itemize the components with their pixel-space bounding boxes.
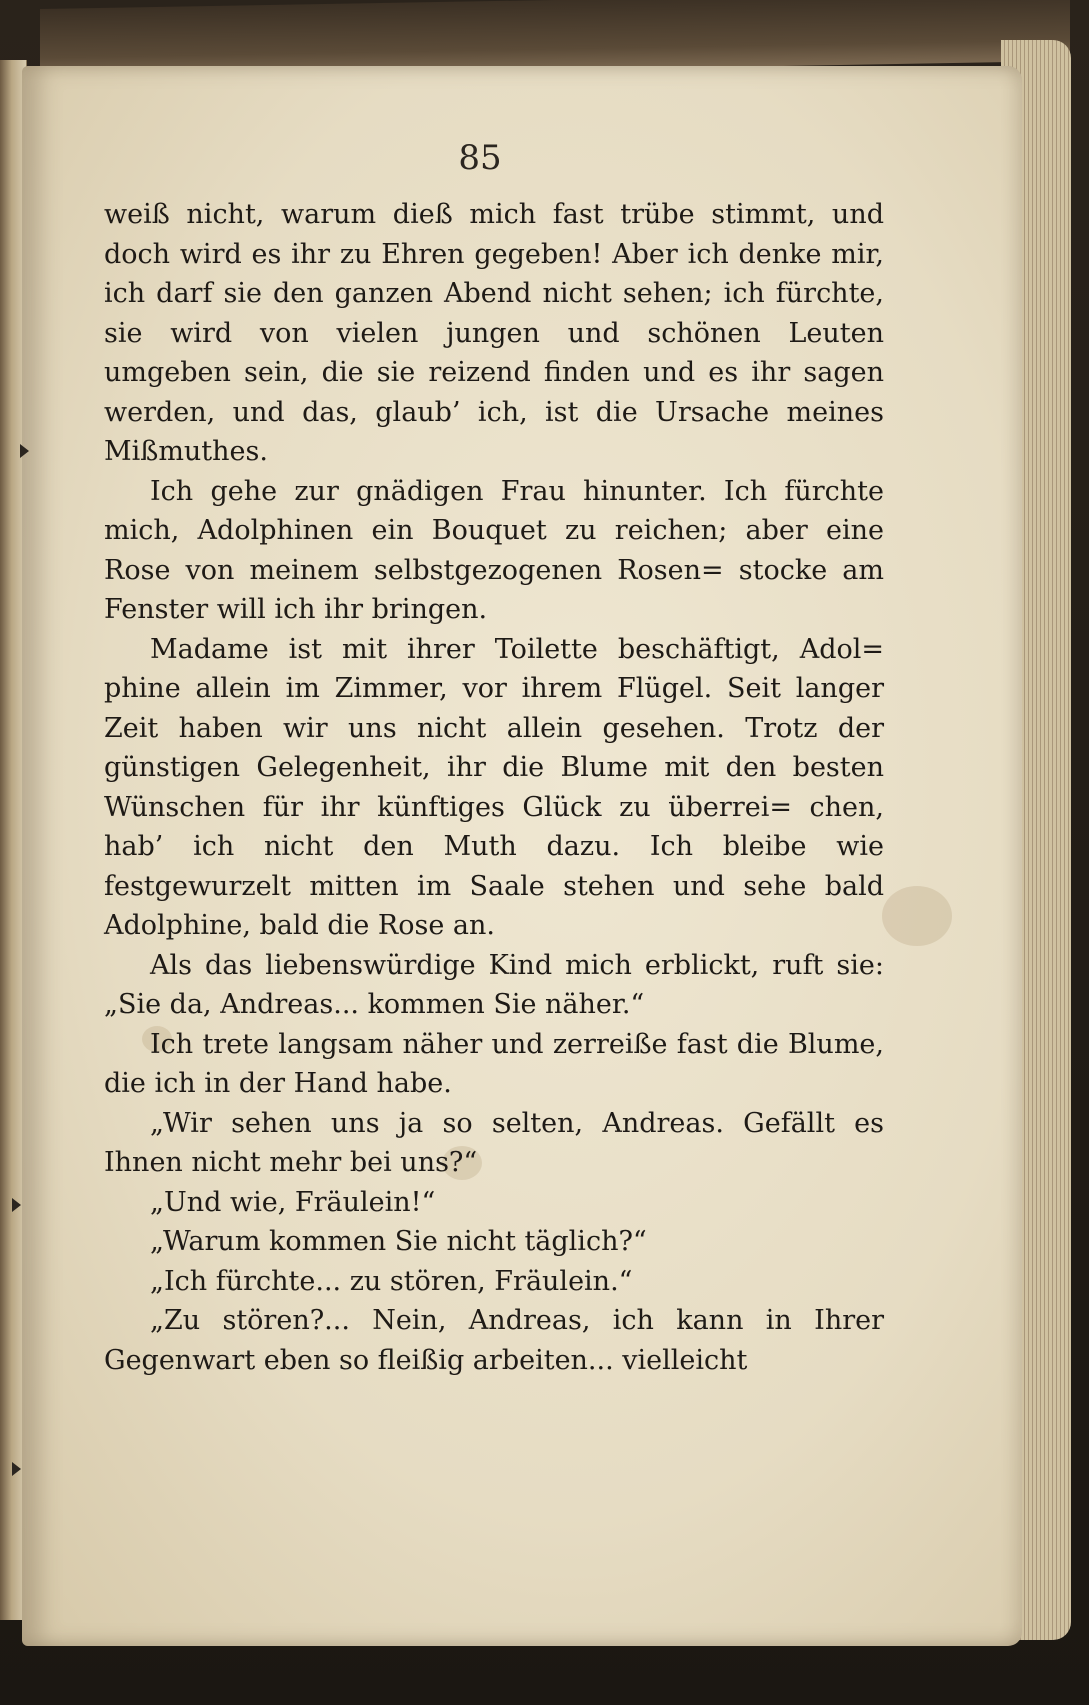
paragraph: „Wir sehen uns ja so selten, Andreas. Gefällt es Ihnen nicht mehr bei uns?“ [104,1107,884,1178]
page-text [104,195,884,1380]
paragraph: „Zu stören?... Nein, Andreas, ich kann in Ihrer Gegenwart eben so fleißig arbeiten... vielleicht [104,1305,884,1376]
paragraph: Ich trete langsam näher und zerreiße fast die Blume, die ich in der Hand habe. [104,1028,884,1099]
paragraph: „Warum kommen Sie nicht täglich?“ [150,1226,647,1257]
margin-mark [12,1462,21,1476]
margin-mark [12,1198,21,1212]
page-number: 85 [458,138,502,178]
paragraph: „Und wie, Fräulein!“ [150,1186,436,1218]
paragraph: Madame ist mit ihrer Toilette beschäftigt, Adol= phine allein im Zimmer, vor ihrem Flügel. Seit langer Zeit haben wir uns nicht allein gesehen. Trotz der günstigen Gelegenheit, ihr die Blume mit den besten Wünschen für ihr künftiges Glück zu überrei= chen, hab’ ich nicht den Muth dazu. Ich bleibe wie festgewurzelt mitten im Saale stehen und sehe bald Adolphine, bald die Rose an. [104,633,884,941]
paragraph: weiß nicht, warum dieß mich fast trübe stimmt, und doch wird es ihr zu Ehren gegeben! Aber ich denke mir, ich darf sie den ganzen Abend nicht sehen; ich fürchte, sie wird von vielen jungen und schönen Leuten umgeben sein, die sie reizend finden und es ihr sagen werden, und das, glaub’ ich, ist die Ursache meines Mißmuthes. [104,199,884,467]
paper-stain [882,886,952,946]
paragraph: „Ich fürchte... zu stören, Fräulein.“ [150,1265,633,1297]
paragraph: Ich gehe zur gnädigen Frau hinunter. Ich fürchte mich, Adolphinen ein Bouquet zu reichen; aber eine Rose von meinem selbstgezogenen Rosen= stocke am Fenster will ich ihr bringen. [104,475,884,625]
paragraph: Als das liebenswürdige Kind mich erblickt, ruft sie: „Sie da, Andreas... kommen Sie näher.“ [104,949,884,1020]
margin-mark [20,444,29,458]
